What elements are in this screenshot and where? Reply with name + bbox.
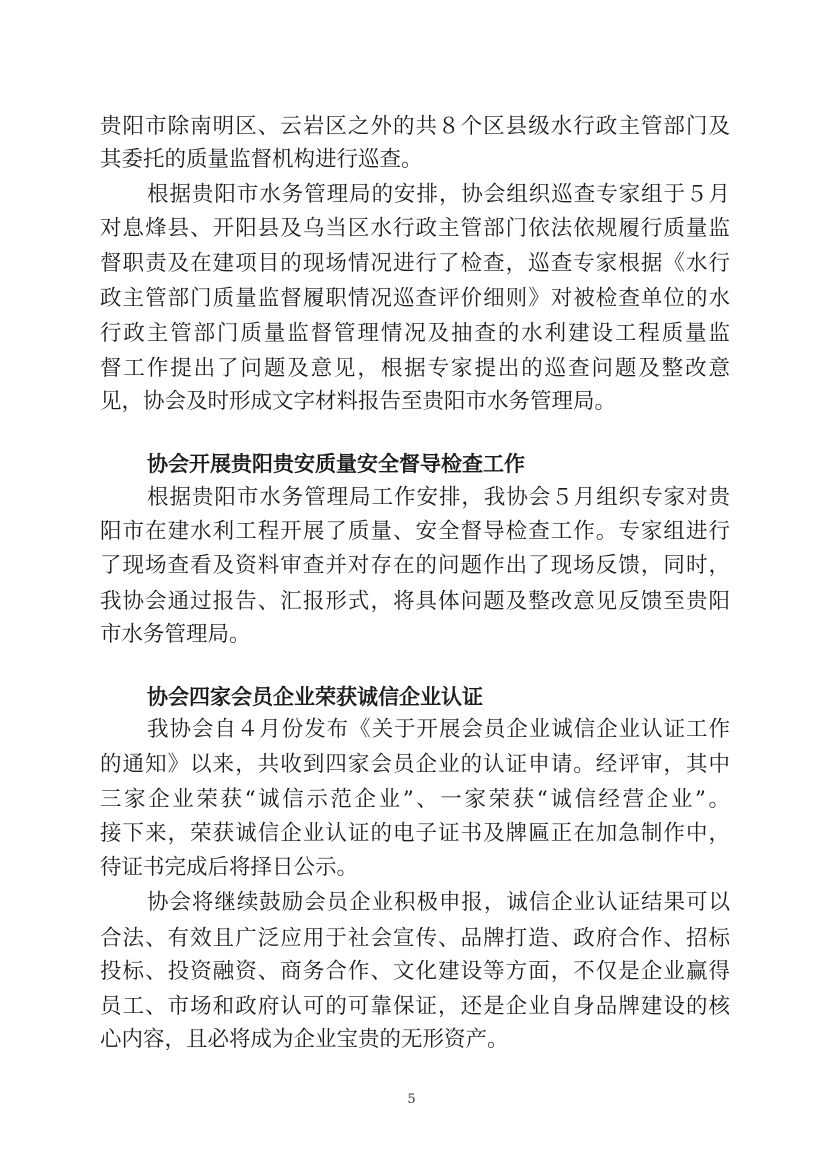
text-line: 待证书完成后将择日公示。	[100, 855, 359, 880]
text-line: 的通知》以来，共收到四家会员企业的认证申请。经评审，其中	[100, 752, 730, 777]
text-line: 见，协会及时形成文字材料报告至贵阳市水务管理局。	[100, 389, 617, 414]
text-line: 根据贵阳市水务管理局的安排，协会组织巡查专家组于５月	[147, 182, 730, 207]
text-line: 对息烽县、开阳县及乌当区水行政主管部门依法依规履行质量监	[100, 216, 730, 241]
text-line: 心内容，且必将成为企业宝贵的无形资产。	[100, 1027, 509, 1052]
text-line: 员工、市场和政府认可的可靠保证，还是企业自身品牌建设的核	[100, 994, 730, 1019]
section-heading: 协会四家会员企业荣获诚信企业认证	[147, 685, 483, 709]
text-line: 合法、有效且广泛应用于社会宣传、品牌打造、政府合作、招标	[100, 926, 730, 951]
text-line: 接下来，荣获诚信企业认证的电子证书及牌匾正在加急制作中，	[100, 821, 730, 846]
text-line: 我协会自４月份发布《关于开展会员企业诚信企业认证工作	[147, 717, 730, 742]
text-line: 行政主管部门质量监督管理情况及抽查的水利建设工程质量监	[100, 321, 730, 346]
text-line: 协会将继续鼓励会员企业积极申报，诚信企业认证结果可以	[147, 890, 730, 915]
text-line: 督工作提出了问题及意见，根据专家提出的巡查问题及整改意	[100, 356, 730, 381]
section-heading: 协会开展贵阳贵安质量安全督导检查工作	[147, 452, 525, 476]
text-line: 了现场查看及资料审查并对存在的问题作出了现场反馈，同时，	[100, 553, 730, 578]
text-line: 贵阳市除南明区、云岩区之外的共８个区县级水行政主管部门及	[100, 114, 730, 139]
text-line: 督职责及在建项目的现场情况进行了检查，巡查专家根据《水行	[100, 251, 730, 276]
text-line: 其委托的质量监督机构进行巡查。	[100, 147, 423, 172]
text-line: 市水务管理局。	[100, 622, 251, 647]
text-line: 投标、投资融资、商务合作、文化建设等方面，不仅是企业赢得	[100, 959, 730, 984]
text-line: 政主管部门质量监督履职情况巡查评价细则》对被检查单位的水	[100, 286, 730, 311]
text-line: 三家企业荣获“诚信示范企业”、一家荣获“诚信经营企业”。	[100, 787, 730, 812]
text-line: 我协会通过报告、汇报形式，将具体问题及整改意见反馈至贵阳	[100, 589, 730, 614]
text-line: 根据贵阳市水务管理局工作安排，我协会５月组织专家对贵	[147, 485, 730, 510]
page-number: 5	[407, 1092, 416, 1107]
text-line: 阳市在建水利工程开展了质量、安全督导检查工作。专家组进行	[100, 519, 730, 544]
